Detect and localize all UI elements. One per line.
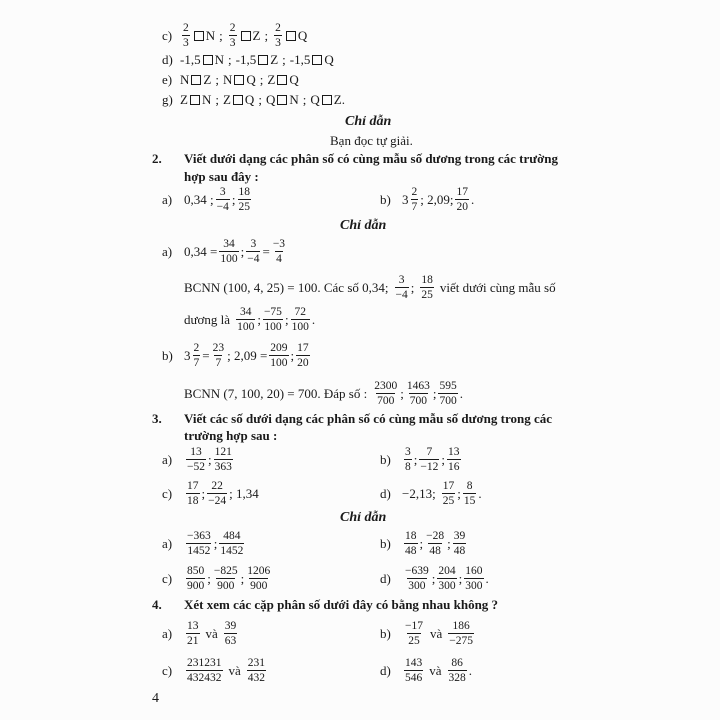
blank-box	[277, 75, 287, 85]
fraction: $\frac{2}{3}$	[183, 22, 189, 50]
sol2-bcnn1: BCNN (100, 4, 25) = 100. Các số 0,34; $\frac{3}{-4}$ ; $\frac{18}{25}$ viết dưới cùng mẫu số	[184, 274, 556, 302]
blank-box	[234, 75, 244, 85]
q2-a: a) 0,34 ; $\frac{3}{-4}$ ; $\frac{18}{25}$	[162, 186, 250, 214]
item-e: e) N Z ; N Q ; Z Q	[162, 72, 299, 87]
sol2-duong: dương là $\frac{34}{100}$ ; $\frac{-75}{100}$ ; $\frac{72}{100}$ .	[184, 306, 316, 334]
item-g: g) Z N ; Z Q ; Q N ; Q Z .	[162, 92, 345, 107]
sol2-bcnn2: BCNN (7, 100, 20) = 700. Đáp số : $\frac{2300}{700}$ ; $\frac{1463}{700}$ ; $\frac{595}{700}$ .	[184, 380, 463, 408]
q4-a: a) $\frac{13}{21}$ và $\frac{39}{63}$	[162, 620, 237, 648]
chidan-heading-2: Chỉ dẫn	[340, 218, 387, 233]
question-3: 3. Viết các số dưới dạng các phân số có cùng mẫu số dương trong các	[152, 411, 553, 426]
chidan-heading-1: Chỉ dẫn	[345, 114, 392, 129]
sol2-a: a) 0,34 = $\frac{34}{100}$ ; $\frac{3}{-4}$ = $\frac{-3}{4}$	[162, 238, 286, 266]
blank-box	[277, 95, 287, 105]
item-d: d) -1,5 N ; -1,5 Z ; -1,5 Q	[162, 52, 334, 67]
q2-b: b) 3 $\frac{2}{7}$ ; 2,09; $\frac{17}{20}$ .	[380, 186, 475, 214]
sol3-d: d) $\frac{-639}{300}$ ; $\frac{204}{300}$ ; $\frac{160}{300}$ .	[380, 565, 489, 593]
blank-box	[286, 31, 296, 41]
blank-box	[191, 75, 201, 85]
blank-box	[258, 55, 268, 65]
ban-doc-text: Bạn đọc tự giải.	[330, 133, 413, 148]
blank-box	[233, 95, 243, 105]
blank-box	[190, 95, 200, 105]
sol2-b: b) 3 $\frac{2}{7}$ = $\frac{23}{7}$ ; 2,09 = $\frac{209}{100}$ ; $\frac{17}{20}$	[162, 342, 309, 370]
q3-a: a) $\frac{13}{-52}$ ; $\frac{121}{363}$	[162, 446, 232, 474]
q3-c: c) $\frac{17}{18}$ ; $\frac{22}{-24}$ ; 1,34	[162, 480, 259, 508]
blank-box	[322, 95, 332, 105]
fraction: $\frac{2}{3}$	[275, 22, 281, 50]
question-3-cont: trường hợp sau :	[184, 428, 278, 443]
question-2: 2. Viết dưới dạng các phân số có cùng mẫu số dương trong các trường	[152, 151, 558, 166]
item-c: c) $\frac{2}{3}$ N ; $\frac{2}{3}$ Z ; $\frac{2}{3}$ Q	[162, 22, 308, 50]
blank-box	[203, 55, 213, 65]
sol3-c: c) $\frac{850}{900}$ ; $\frac{-825}{900}$ ; $\frac{1206}{900}$	[162, 565, 271, 593]
page-number: 4	[152, 691, 159, 706]
blank-box	[241, 31, 251, 41]
blank-box	[194, 31, 204, 41]
q3-b: b) $\frac{3}{8}$ ; $\frac{7}{-12}$ ; $\frac{13}{16}$	[380, 446, 460, 474]
label-c: c)	[162, 28, 173, 44]
q3-d: d) −2,13; $\frac{17}{25}$ ; $\frac{8}{15}$ .	[380, 480, 482, 508]
q4-d: d) $\frac{143}{546}$ và $\frac{86}{328}$ .	[380, 657, 473, 685]
question-2-cont: hợp sau đây :	[184, 169, 259, 184]
sol3-b: b) $\frac{18}{48}$ ; $\frac{-28}{48}$ ; $\frac{39}{48}$	[380, 530, 466, 558]
chidan-heading-3: Chỉ dẫn	[340, 510, 387, 525]
blank-box	[312, 55, 322, 65]
sol3-a: a) $\frac{-363}{1452}$ ; $\frac{484}{1452}$	[162, 530, 244, 558]
fraction: $\frac{2}{3}$	[229, 22, 236, 50]
question-4: 4. Xét xem các cặp phân số dưới đây có bằng nhau không ?	[152, 597, 499, 612]
q4-b: b) $\frac{-17}{25}$ và $\frac{186}{-275}$	[380, 620, 474, 648]
q4-c: c) $\frac{231231}{432432}$ và $\frac{231}{432}$	[162, 657, 266, 685]
